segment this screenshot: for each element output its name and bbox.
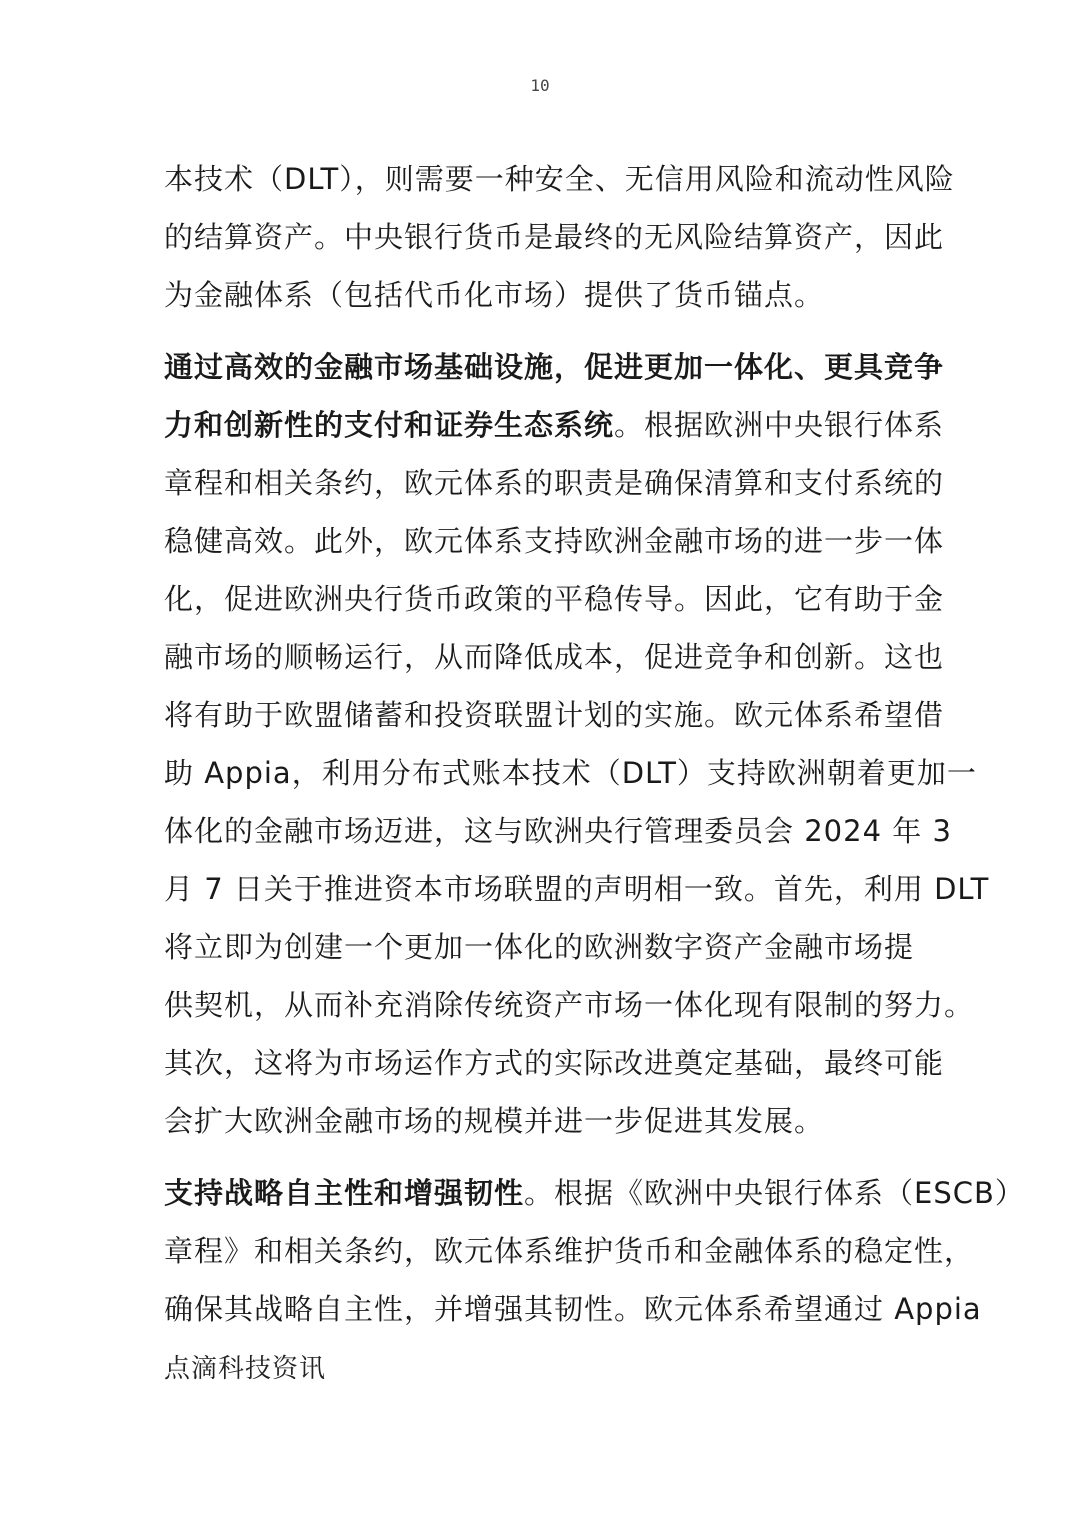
text-line — [164, 1222, 975, 1280]
paragraph — [164, 1164, 1025, 1338]
text-line — [164, 266, 928, 324]
text-segment: 的结算资产。中央银行货币是最终的无风险结算资产，因此 — [164, 220, 945, 254]
text-segment: 。根据欧洲中央银行体系 — [614, 408, 945, 442]
text-segment: 章程和相关条约，欧元体系的职责是确保清算和支付系统的 — [164, 466, 945, 500]
source-watermark: 点滴科技资讯 — [164, 1354, 327, 1384]
text-segment: 稳健高效。此外，欧元体系支持欧洲金融市场的进一步一体 — [164, 524, 945, 558]
text-segment: 供契机，从而补充消除传统资产市场一体化现有限制的努力。 — [164, 988, 975, 1022]
text-segment: 其次，这将为市场运作方式的实际改进奠定基础，最终可能 — [164, 1046, 945, 1080]
text-segment: 将立即为创建一个更加一体化的欧洲数字资产金融市场提 — [164, 930, 915, 964]
text-line — [164, 744, 977, 802]
text-segment: 月 7 日关于推进资本市场联盟的声明相一致。首先，利用 DLT — [164, 872, 990, 906]
text-line — [164, 976, 975, 1034]
text-line — [164, 1092, 928, 1150]
text-line — [164, 686, 945, 744]
page-number: 10 — [530, 76, 550, 95]
text-segment: 融市场的顺畅运行，从而降低成本，促进竞争和创新。这也 — [164, 640, 945, 674]
text-line — [164, 860, 990, 918]
text-line — [164, 512, 945, 570]
bold-text-segment: 支持战略自主性和增强韧性 — [164, 1176, 525, 1210]
text-line — [164, 1280, 982, 1338]
paragraph — [164, 150, 955, 324]
text-segment: 体化的金融市场迈进，这与欧洲央行管理委员会 2024 年 3 — [164, 814, 952, 848]
text-line — [164, 454, 945, 512]
text-line — [164, 570, 945, 628]
text-segment: 确保其战略自主性，并增强其韧性。欧元体系希望通过 Appia — [164, 1292, 982, 1326]
text-segment: 为金融体系（包括代币化市场）提供了货币锚点。 — [164, 278, 825, 312]
text-segment: 本技术（DLT），则需要一种安全、无信用风险和流动性风险 — [164, 162, 955, 196]
text-segment: 章程》和相关条约，欧元体系维护货币和金融体系的稳定性， — [164, 1234, 975, 1268]
text-line — [164, 208, 945, 266]
text-line — [164, 396, 945, 454]
text-segment: 将有助于欧盟储蓄和投资联盟计划的实施。欧元体系希望借 — [164, 698, 945, 732]
text-segment: 会扩大欧洲金融市场的规模并进一步促进其发展。 — [164, 1104, 825, 1138]
text-line — [164, 338, 945, 396]
paragraph — [164, 338, 990, 1150]
text-segment: 助 Appia，利用分布式账本技术（DLT）支持欧洲朝着更加一 — [164, 756, 977, 790]
text-segment: 。根据《欧洲中央银行体系（ESCB） — [524, 1176, 1025, 1210]
text-line — [164, 150, 955, 208]
text-line — [164, 628, 945, 686]
text-line — [164, 918, 928, 976]
text-line — [164, 1164, 1025, 1222]
text-line — [164, 802, 952, 860]
bold-text-segment: 通过高效的金融市场基础设施，促进更加一体化、更具竞争 — [164, 350, 945, 384]
text-segment: 化，促进欧洲央行货币政策的平稳传导。因此，它有助于金 — [164, 582, 945, 616]
bold-text-segment: 力和创新性的支付和证券生态系统 — [164, 408, 615, 442]
document-body — [164, 150, 1025, 1352]
text-line — [164, 1034, 945, 1092]
